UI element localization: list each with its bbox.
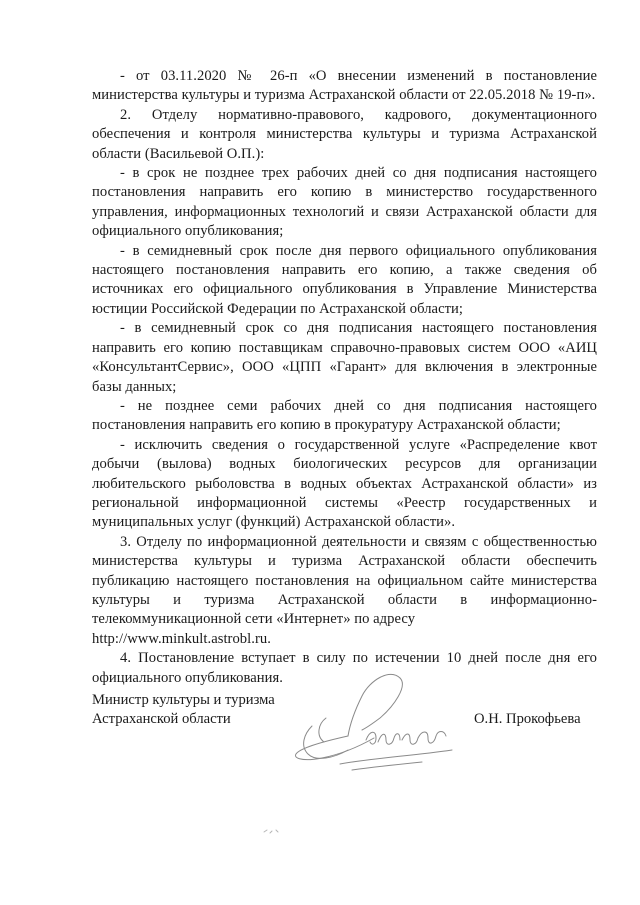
signatory-name: О.Н. Прокофьева <box>474 711 581 727</box>
paragraph-final: 4. Постановление вступает в силу по истечении 10 дней после дня его официального опубликования. <box>92 650 597 686</box>
paragraph-2: 2. Отделу нормативно-правового, кадрового, документационного обеспечения и контроля министерства культуры и туризма Астраханской области (Васильевой О.П.): <box>92 106 597 162</box>
paragraph-4: - в семидневный срок после дня первого официального опубликования настоящего постановления направить его копию, а также сведения об источниках его официального опубликования в Управление Министерства юстиции Российской Федерации по Астраханской области; <box>92 242 597 317</box>
document-body <box>92 67 597 688</box>
paragraph-3: - в срок не позднее трех рабочих дней со дня подписания настоящего постановления направить его копию в министерство государственного управления, информационных технологий и связи Астраханской области для официального опубликования; <box>92 165 597 240</box>
signatory-position-line1: Министр культуры и туризма <box>92 692 275 708</box>
paragraph-5: - в семидневный срок со дня подписания настоящего постановления направить его копию поставщикам справочно-правовых систем ООО «АИЦ «КонсультантСервис», ООО «ЦПП «Гарант» для включения в электронные базы данных; <box>92 320 597 395</box>
handwritten-signature <box>282 666 462 776</box>
paragraph-8: 3. Отделу по информационной деятельности и связям с общественностью министерства культуры и туризма Астраханской области обеспечить публикацию настоящего постановления на официальном сайте министерства культуры и туризма Астраханской области в информационно-телекоммуникационной сети «Интернет» по адресу <box>92 533 597 628</box>
paragraph-1: - от 03.11.2020 № 26-п «О внесении изменений в постановление министерства культуры и туризма Астраханской области от 22.05.2018 № 19-п». <box>92 68 597 104</box>
website-url: http://www.minkult.astrobl.ru. <box>92 630 271 647</box>
paragraph-7: - исключить сведения о государственной услуге «Распределение квот добычи (вылова) водных биологических ресурсов для организации любительского рыболовства в водных объектах Астраханской области» из региональной информационной системы «Реестр государственных и муниципальных услуг (функций) Астраханской области». <box>92 436 597 531</box>
stray-scan-mark <box>260 824 320 838</box>
signatory-position <box>92 691 275 730</box>
signatory-position-line2: Астраханской области <box>92 711 231 728</box>
paragraph-6: - не позднее семи рабочих дней со дня подписания настоящего постановления направить его копию в прокуратуру Астраханской области; <box>92 397 597 434</box>
